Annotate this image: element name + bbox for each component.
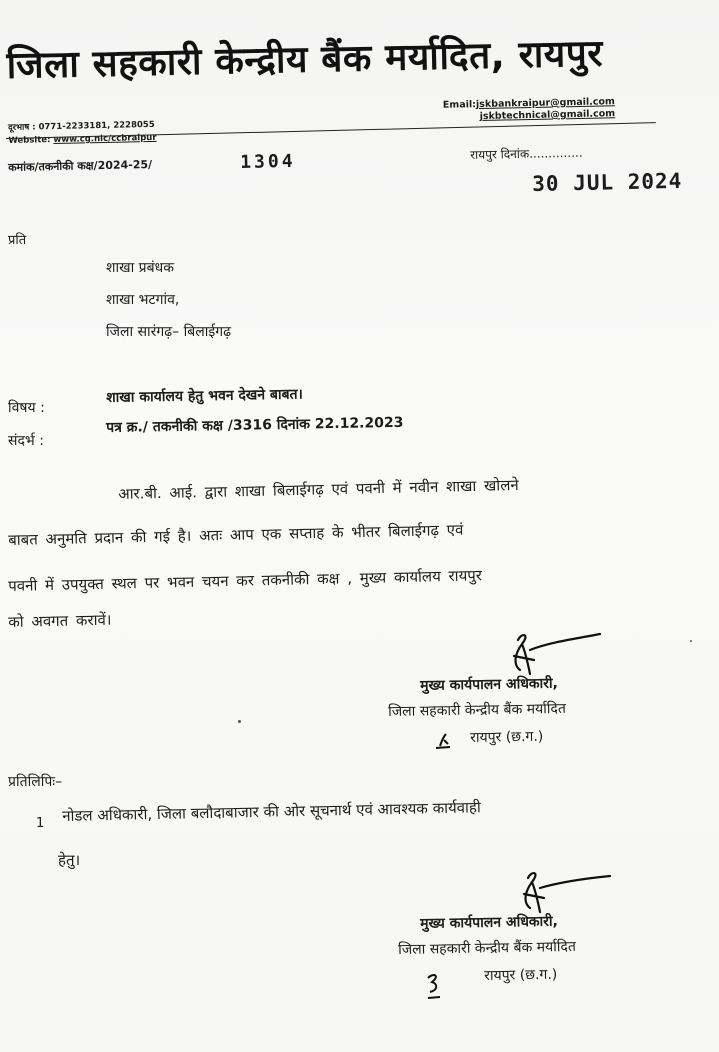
date-stamp: 30 JUL 2024 <box>532 168 683 196</box>
initial-mark-1 <box>432 730 454 752</box>
signatory-bank-2: जिला सहकारी केन्द्रीय बैंक मर्यादित <box>398 938 577 958</box>
email-primary: jskbankraipur@gmail.com <box>475 96 615 111</box>
reference-prefix: कमांक/तकनीकी कक्ष/2024-25/ <box>8 157 153 174</box>
email-secondary: jskbtechnical@gmail.com <box>479 108 616 123</box>
body-line-2: बाबत अनुमति प्रदान की गई है। अतः आप एक सप्ताह के भीतर बिलाईगढ़ एवं <box>8 520 464 549</box>
website-url: www.cg.nic/ccbraipur <box>53 132 157 146</box>
date-label: रायपुर दिनांक.............. <box>470 145 583 162</box>
signatory-place-1: रायपुर (छ.ग.) <box>470 728 544 746</box>
body-line-4: को अवगत करावें। <box>8 610 112 631</box>
reference-label: संदर्भ : <box>8 433 44 449</box>
addressee-line-2: शाखा भटगांव, <box>106 292 180 308</box>
addressee-line-3: जिला सारंगढ़– बिलाईगढ़ <box>106 324 231 340</box>
website-label: Website: <box>8 135 51 146</box>
scan-speck <box>238 720 241 723</box>
signatory-place-2: रायपुर (छ.ग.) <box>484 966 558 984</box>
phone-number: 0771-2233181, 2228055 <box>38 119 155 133</box>
initial-mark-2 <box>424 968 444 1002</box>
phone-label: दूरभाष : <box>8 122 36 133</box>
signatory-title-2: मुख्य कार्यपालन अधिकारी, <box>420 913 559 932</box>
bank-name-heading: जिला सहकारी केन्द्रीय बैंक मर्यादित, रायपुर <box>6 31 604 87</box>
email-block <box>443 96 616 124</box>
copy-item-text-2: हेतु। <box>58 851 81 869</box>
signatory-title-1: मुख्य कार्यपालन अधिकारी, <box>420 675 559 694</box>
to-label: प्रति <box>8 233 27 248</box>
body-line-1: आर.बी. आई. द्वारा शाखा बिलाईगढ़ एवं पवनी में नवीन शाखा खोलने <box>118 475 519 503</box>
scan-speck <box>690 640 692 642</box>
copy-item-number: 1 <box>36 816 45 831</box>
contact-block <box>8 119 157 148</box>
copy-to-label: प्रतिलिपिः– <box>8 774 63 790</box>
email-label: Email: <box>442 99 477 111</box>
reference-stamp-number: 1304 <box>240 150 296 173</box>
subject-label: विषय : <box>8 400 45 416</box>
signatory-bank-1: जिला सहकारी केन्द्रीय बैंक मर्यादित <box>388 700 567 720</box>
reference-text: पत्र क्र./ तकनीकी कक्ष /3316 दिनांक 22.12.2023 <box>106 414 404 436</box>
addressee-line-1: शाखा प्रबंधक <box>106 260 174 276</box>
body-line-3: पवनी में उपयुक्त स्थल पर भवन चयन कर तकनीकी कक्ष , मुख्य कार्यालय रायपुर <box>8 566 483 595</box>
subject-text: शाखा कार्यालय हेतु भवन देखने बाबत। <box>106 386 303 406</box>
copy-item-text-1: नोडल अधिकारी, जिला बलौदाबाजार की ओर सूचनार्थ एवं आवश्यक कार्यवाही <box>62 798 481 825</box>
